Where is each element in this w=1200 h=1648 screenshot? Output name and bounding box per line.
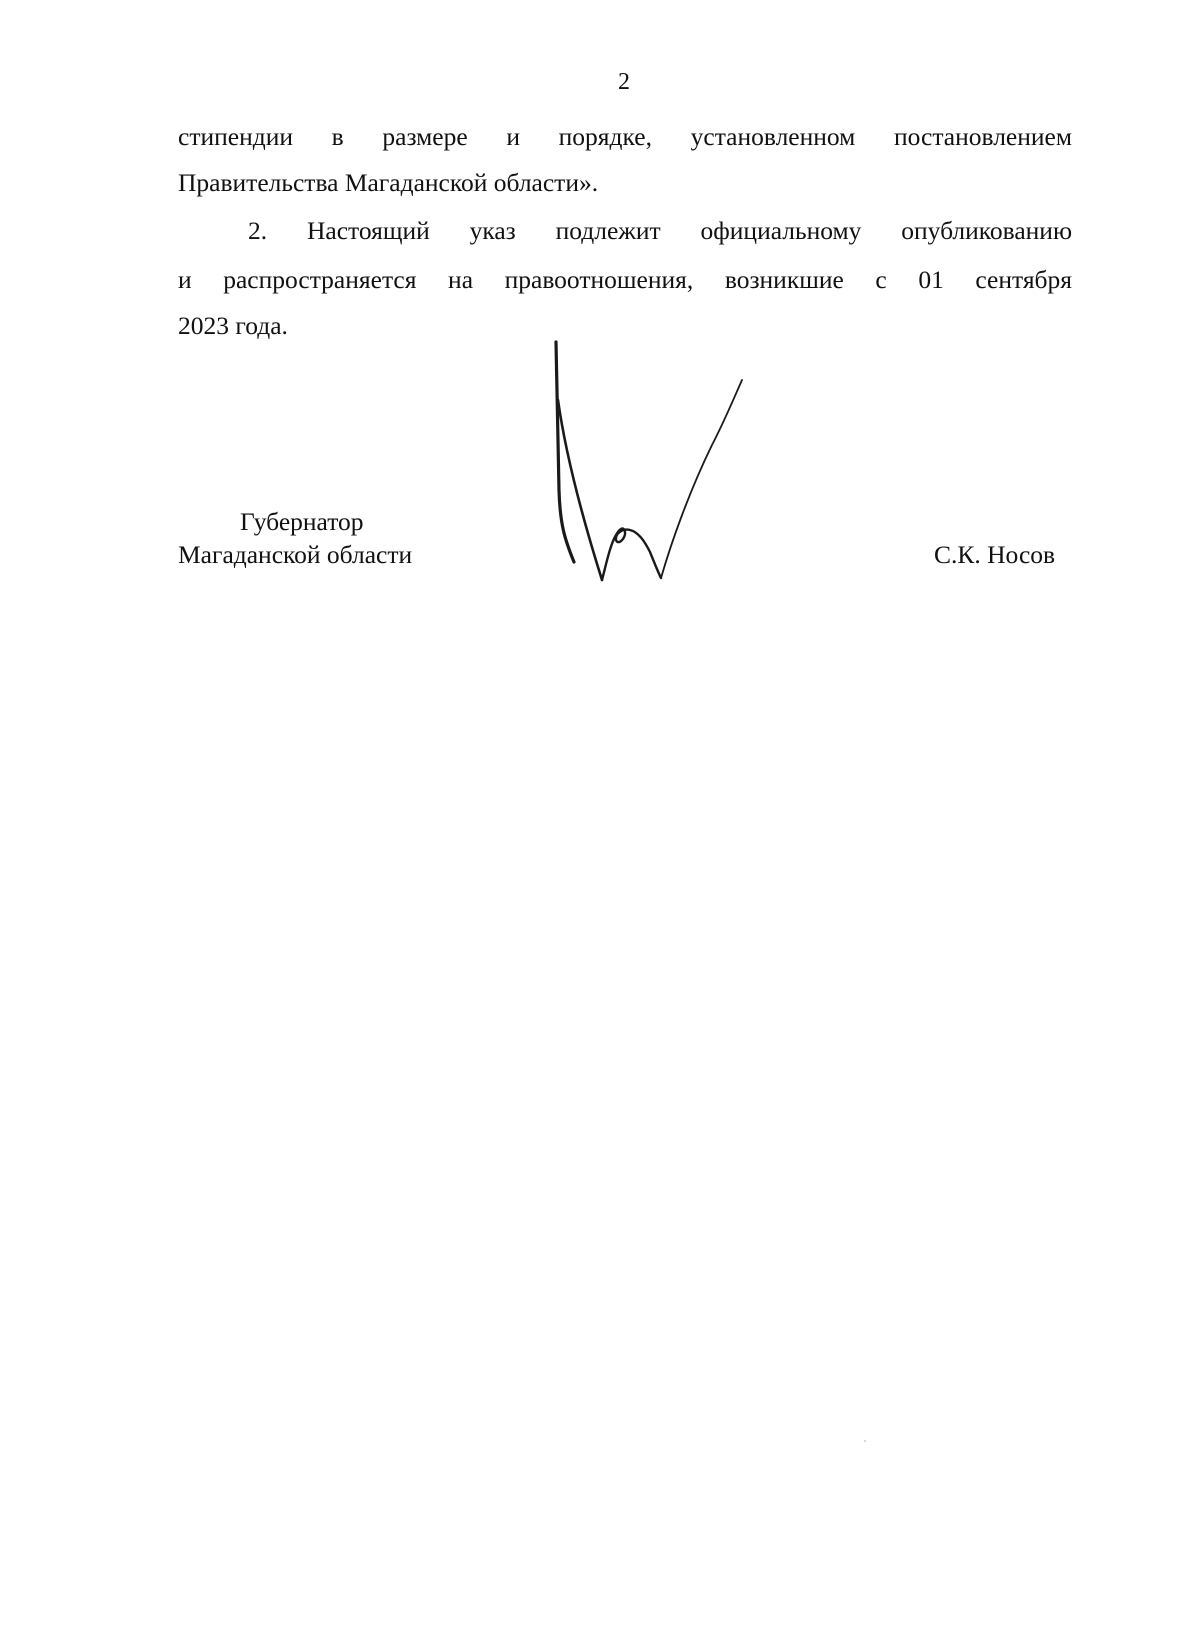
signer-title-line-1: Губернатор: [240, 507, 364, 536]
signer-title: [178, 505, 412, 571]
scan-artifact: [864, 1440, 866, 1442]
paragraph-continuation-line-2: Правительства Магаданской области».: [178, 168, 599, 197]
handwritten-signature: [520, 340, 800, 590]
paragraph-2-line-3: 2023 года.: [178, 311, 288, 340]
signer-name: С.К. Носов: [934, 540, 1056, 569]
page-number: 2: [618, 69, 630, 95]
paragraph-continuation-line-1: стипендии в размере и порядке, установленном постановлением: [178, 122, 1072, 151]
signer-title-line-2: Магаданской области: [178, 540, 413, 569]
paragraph-2-line-2: и распространяется на правоотношения, возникшие с 01 сентября: [178, 265, 1072, 294]
paragraph-2-line-1: 2. Настоящий указ подлежит официальному опубликованию: [248, 216, 1072, 245]
